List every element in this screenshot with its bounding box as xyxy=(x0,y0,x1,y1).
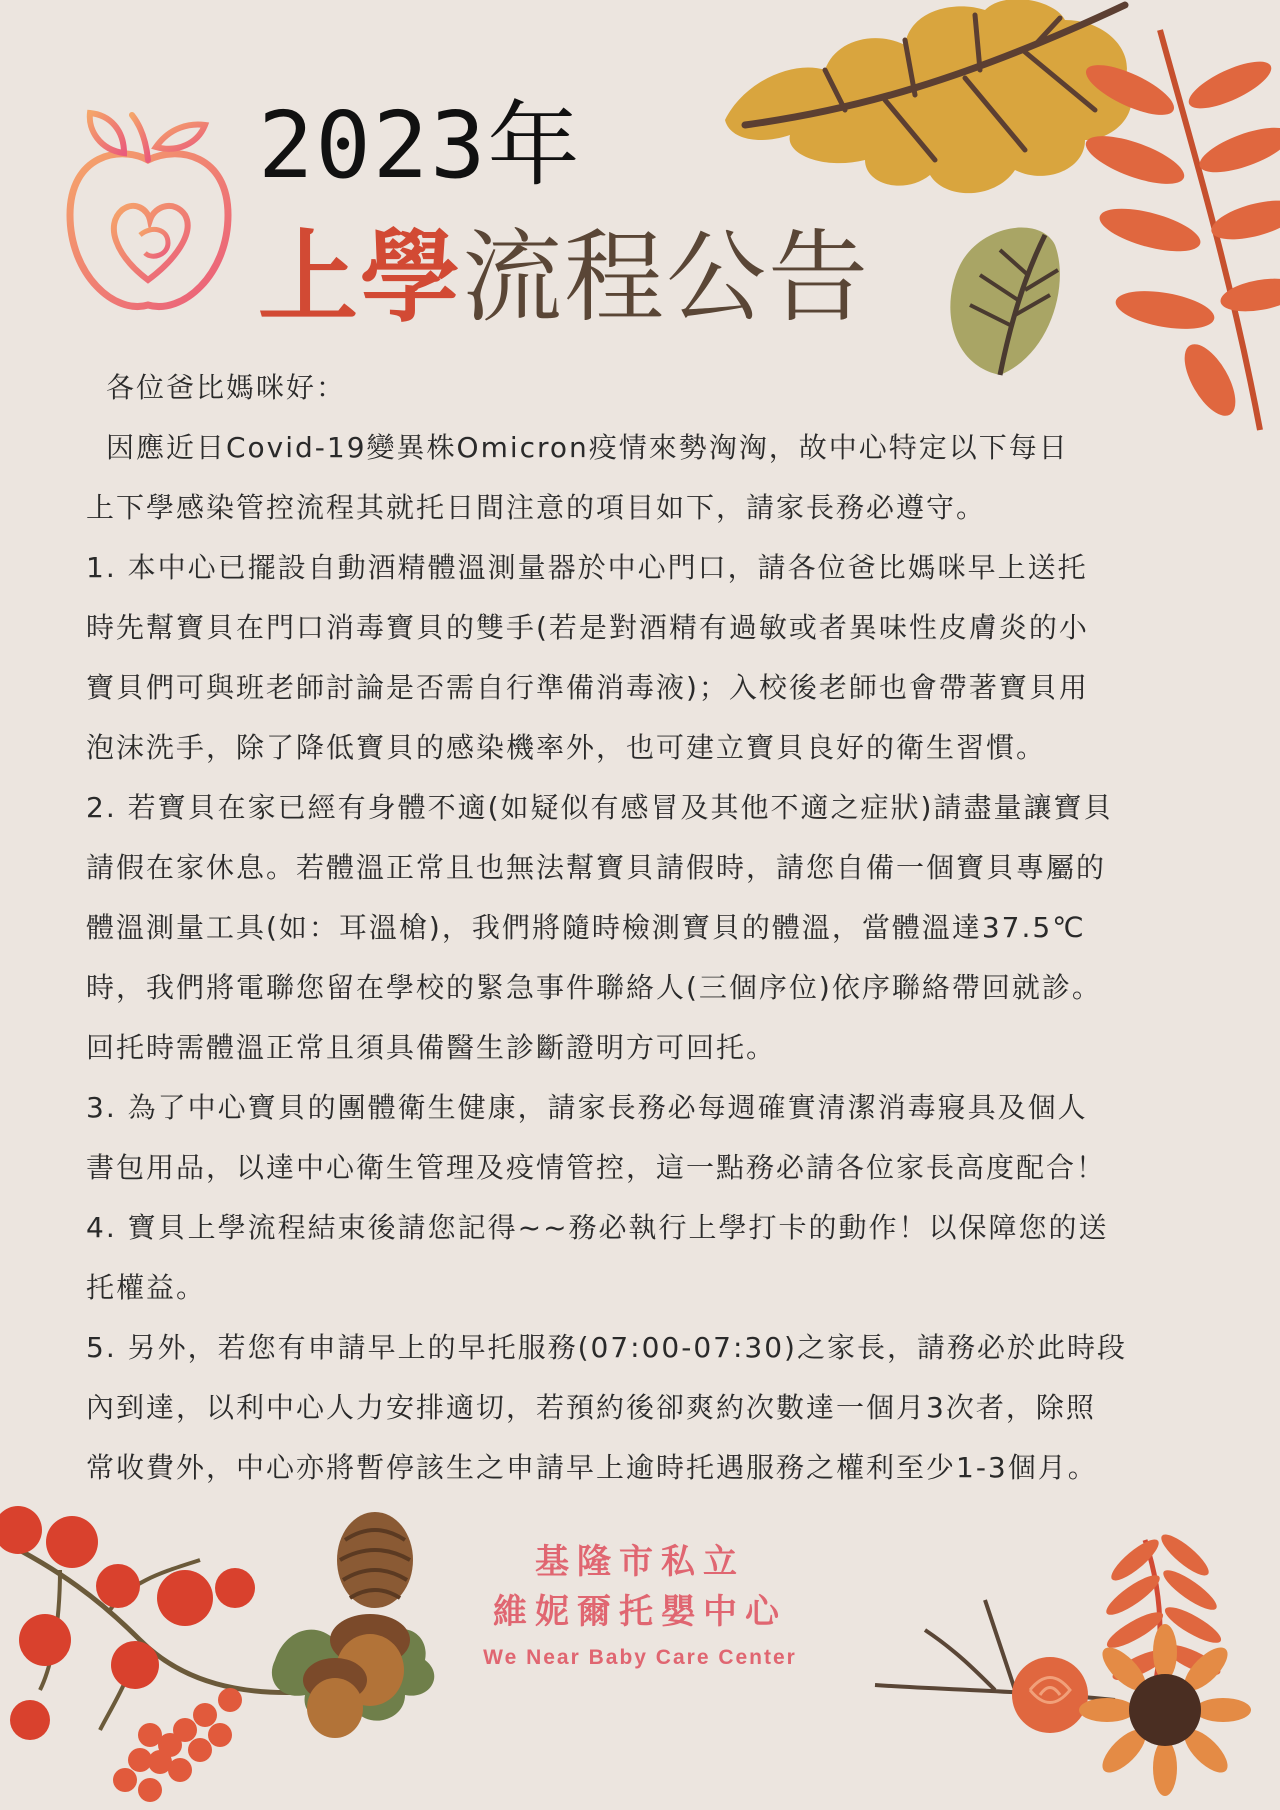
item2-line: 2. 若寶貝在家已經有身體不適(如疑似有感冒及其他不適之症狀)請盡量讓寶貝 xyxy=(86,791,1114,824)
item1-line: 泡沫洗手，除了降低寶貝的感染機率外，也可建立寶貝良好的衛生習慣。 xyxy=(86,731,1047,764)
center-name-english: We Near Baby Care Center xyxy=(483,1646,797,1669)
sunflower-icon xyxy=(865,1500,1275,1800)
intro-line: 上下學感染管控流程其就托日間注意的項目如下，請家長務必遵守。 xyxy=(86,491,987,524)
item4-line: 托權益。 xyxy=(86,1271,207,1304)
item3-line: 3. 為了中心寶貝的團體衛生健康，請家長務必每週確實清潔消毒寢具及個人 xyxy=(86,1091,1088,1124)
item3-line: 書包用品，以達中心衛生管理及疫情管控，這一點務必請各位家長高度配合！ xyxy=(86,1151,1107,1184)
announcement-body xyxy=(86,358,1198,1498)
item5-line: 5. 另外，若您有申請早上的早托服務(07:00-07:30)之家長，請務必於此時段 xyxy=(86,1331,1127,1364)
year-heading: 2023年 xyxy=(258,92,582,199)
item2-line: 回托時需體溫正常且須具備醫生診斷證明方可回托。 xyxy=(86,1031,777,1064)
item5-line: 內到達，以利中心人力安排適切，若預約後卻爽約次數達一個月3次者，除照 xyxy=(86,1391,1096,1424)
center-name xyxy=(435,1538,845,1678)
apple-heart-logo-icon xyxy=(60,105,240,325)
item1-line: 1. 本中心已擺設自動酒精體溫測量器於中心門口，請各位爸比媽咪早上送托 xyxy=(86,551,1088,584)
title-highlight: 上學 xyxy=(258,219,462,336)
item4-line: 4. 寶貝上學流程結束後請您記得~~務必執行上學打卡的動作！以保障您的送 xyxy=(86,1211,1109,1244)
item1-line: 時先幫寶貝在門口消毒寶貝的雙手(若是對酒精有過敏或者異味性皮膚炎的小 xyxy=(86,611,1089,644)
item2-line: 體溫測量工具(如：耳溫槍)，我們將隨時檢測寶貝的體溫，當體溫達37.5℃ xyxy=(86,911,1086,944)
item2-line: 時，我們將電聯您留在學校的緊急事件聯絡人(三個序位)依序聯絡帶回就診。 xyxy=(86,971,1102,1004)
center-name-line1: 基隆市私立 xyxy=(535,1542,745,1582)
item5-line: 常收費外，中心亦將暫停該生之申請早上逾時托遇服務之權利至少1-3個月。 xyxy=(86,1451,1098,1484)
page-title xyxy=(258,219,870,336)
rose-icon xyxy=(1012,1657,1088,1733)
item2-line: 請假在家休息。若體溫正常且也無法幫寶貝請假時，請您自備一個寶貝專屬的 xyxy=(86,851,1107,884)
center-name-line2: 維妮爾托嬰中心 xyxy=(493,1592,787,1632)
greeting: 各位爸比媽咪好： xyxy=(106,371,347,404)
pinecone-icon xyxy=(337,1512,413,1608)
item1-line: 寶貝們可與班老師討論是否需自行準備消毒液)；入校後老師也會帶著寶貝用 xyxy=(86,671,1089,704)
intro-line: 因應近日Covid-19變異株Omicron疫情來勢洶洶，故中心特定以下每日 xyxy=(106,431,1069,464)
title-rest: 流程公告 xyxy=(462,219,870,336)
